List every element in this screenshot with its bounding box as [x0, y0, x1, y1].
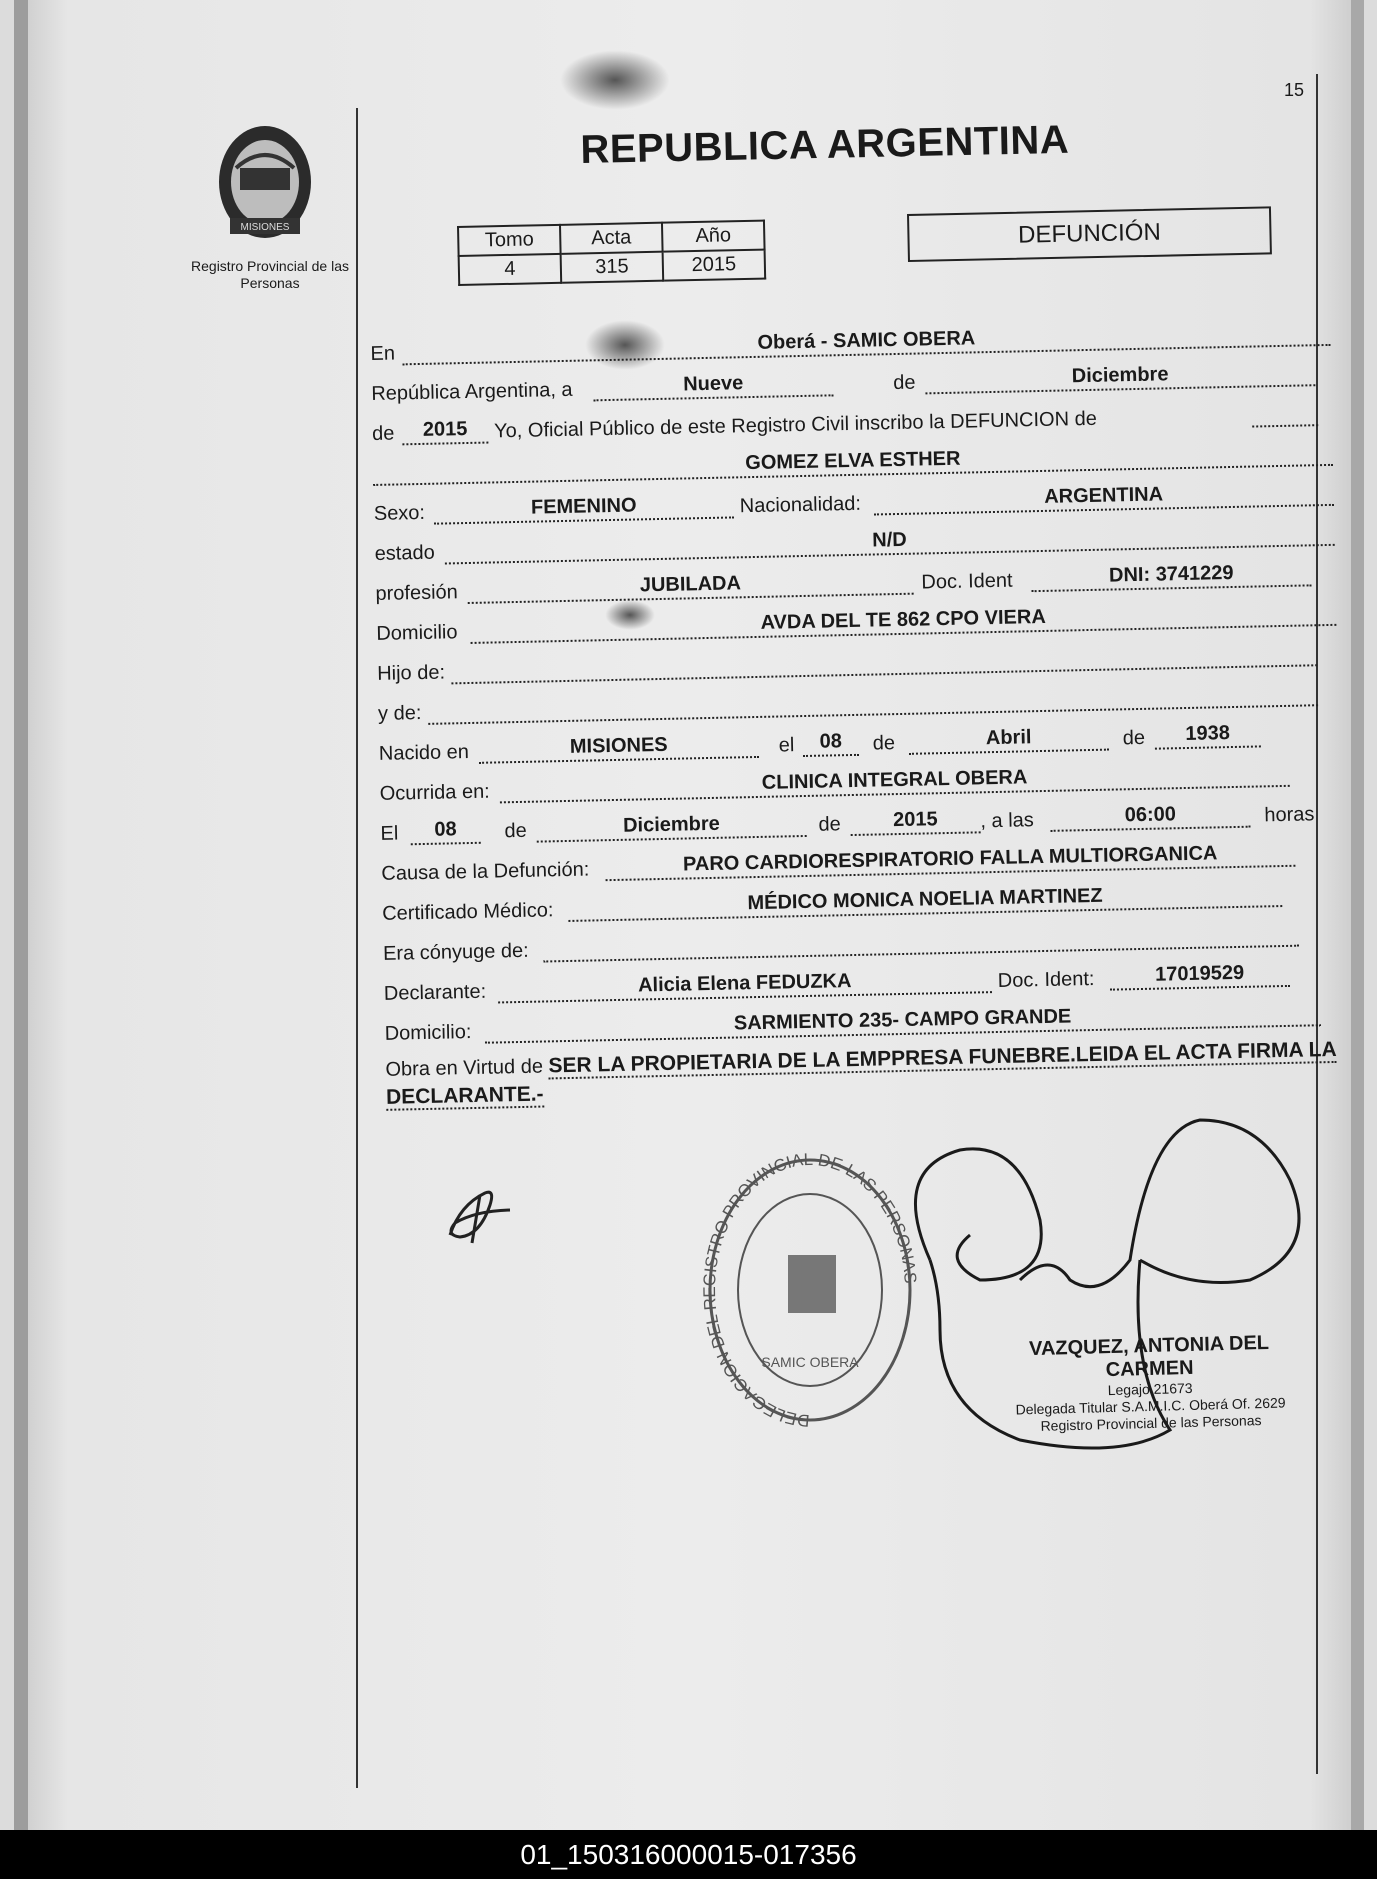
official-registro: Registro Provincial de las Personas [1040, 1412, 1262, 1434]
label-causa: Causa de la Defunción: [381, 858, 590, 885]
field-lugar: Oberá - SAMIC OBERA [402, 318, 1330, 365]
official-name: VAZQUEZ, ANTONIA DEL CARMEN [1028, 1331, 1270, 1382]
field-decl-domicilio: SARMIENTO 235- CAMPO GRANDE [484, 998, 1320, 1044]
smudge-mark [560, 50, 670, 110]
label-de: de [892, 371, 916, 395]
label-el-def: El [380, 822, 399, 845]
field-hora: 06:00 [1050, 800, 1251, 832]
field-estado: N/D [444, 518, 1334, 565]
label-doc-ident: Doc. Ident [921, 569, 1013, 594]
label-certificado: Certificado Médico: [382, 899, 554, 925]
table-value-acta: 315 [561, 252, 664, 283]
table-value-tomo: 4 [459, 254, 562, 285]
field-causa: PARO CARDIORESPIRATORIO FALLA MULTIORGANICA [605, 839, 1295, 881]
label-sexo: Sexo: [373, 501, 426, 525]
page-edge-left [14, 0, 28, 1830]
table-header-tomo: Tomo [458, 225, 561, 256]
field-ocurrida: CLINICA INTEGRAL OBERA [499, 759, 1289, 804]
registry-caption: Registro Provincial de las Personas [191, 258, 349, 291]
field-nacido-dia: 08 [802, 728, 859, 757]
field-nacido-anio: 1938 [1154, 719, 1261, 749]
registry-stamp [700, 1145, 920, 1435]
field-dia: Nueve [593, 368, 834, 401]
field-profesion: JUBILADA [467, 567, 913, 604]
label-a-las: , a las [980, 809, 1035, 833]
page-edge-right [1351, 0, 1364, 1830]
page-title: REPUBLICA ARGENTINA [580, 117, 1070, 172]
field-declarante: Alicia Elena FEDUZKA [498, 965, 992, 1003]
official-legajo: Legajo 21673 [1107, 1379, 1193, 1399]
field-fallec-mes: Diciembre [536, 809, 807, 843]
stamp-inner-text: SAMIC OBERA [761, 1354, 859, 1370]
margin-line-left [356, 108, 358, 1788]
label-decl-domicilio: Domicilio: [384, 1021, 472, 1045]
field-blank [1252, 398, 1319, 427]
label-nacionalidad: Nacionalidad: [739, 492, 862, 518]
table-header-acta: Acta [560, 223, 663, 254]
label-decl-doc: Doc. Ident: [997, 967, 1095, 992]
label-el: el [778, 734, 795, 757]
field-sexo: FEMENINO [434, 490, 735, 524]
label-en: En [370, 342, 396, 365]
field-fallec-anio: 2015 [850, 805, 981, 836]
document-id-bar: 01_150316000015-017356 [0, 1830, 1377, 1879]
provincial-seal [210, 120, 320, 250]
svg-text:MISIONES: MISIONES [240, 222, 290, 233]
field-decl-doc: 17019529 [1109, 959, 1290, 991]
label-yo-oficial: Yo, Oficial Público de este Registro Civil inscribo la DEFUNCION de [493, 407, 1098, 443]
table-header-anio: Año [662, 221, 765, 252]
field-nacido-mes: Abril [908, 723, 1109, 755]
label-domicilio: Domicilio [376, 621, 458, 645]
label-profesion: profesión [375, 581, 459, 605]
field-nombre: GOMEZ ELVA ESTHER [373, 438, 1333, 486]
field-anio: 2015 [402, 416, 489, 446]
label-declarante: Declarante: [383, 980, 487, 1005]
table-value-anio: 2015 [663, 250, 766, 281]
label-horas: horas [1264, 803, 1315, 827]
label-de-anio: de [371, 422, 395, 445]
label-conyuge: Era cónyuge de: [382, 939, 529, 965]
record-type-box: DEFUNCIÓN [907, 206, 1272, 262]
field-fallec-dia: 08 [410, 816, 481, 845]
label-de-anio-nac: de [1122, 726, 1146, 750]
field-nacionalidad: ARGENTINA [873, 478, 1333, 516]
field-nacido-lugar: MISIONES [479, 730, 760, 764]
field-domicilio: AVDA DEL TE 862 CPO VIERA [470, 598, 1336, 644]
field-mes: Diciembre [925, 358, 1316, 394]
label-ocurrida: Ocurrida en: [379, 780, 490, 805]
label-hijo: Hijo de: [376, 661, 446, 685]
label-y-de: y de: [377, 702, 422, 725]
label-de-fallec-anio: de [818, 813, 841, 836]
field-obra: SER LA PROPIETARIA DE LA EMPPRESA FUNEBRE.LEIDA EL ACTA FIRMA LA DECLARANTE.- [385, 1037, 1337, 1109]
label-nacido: Nacido en [378, 741, 470, 765]
field-certificado: MÉDICO MONICA NOELIA MARTINEZ [568, 879, 1282, 922]
stamp-ring-text: DELEGACION DEL REGISTRO PROVINCIAL DE LAS PERSONAS [700, 1149, 920, 1431]
label-estado: estado [374, 541, 435, 565]
label-obra: Obra en Virtud de [385, 1055, 544, 1081]
declarant-signature [440, 1175, 520, 1255]
label-republica: República Argentina, a [371, 378, 573, 405]
field-doc-ident: DNI: 3741229 [1031, 558, 1312, 592]
label-de-mes: de [872, 732, 896, 755]
official-stamp-text [984, 1331, 1316, 1437]
official-cargo: Delegada Titular S.A.M.I.C. Oberá Of. 2629 [1015, 1394, 1286, 1418]
label-de-fallec-mes: de [504, 819, 528, 843]
registry-table [457, 220, 766, 286]
page-number: 15 [1284, 80, 1305, 100]
